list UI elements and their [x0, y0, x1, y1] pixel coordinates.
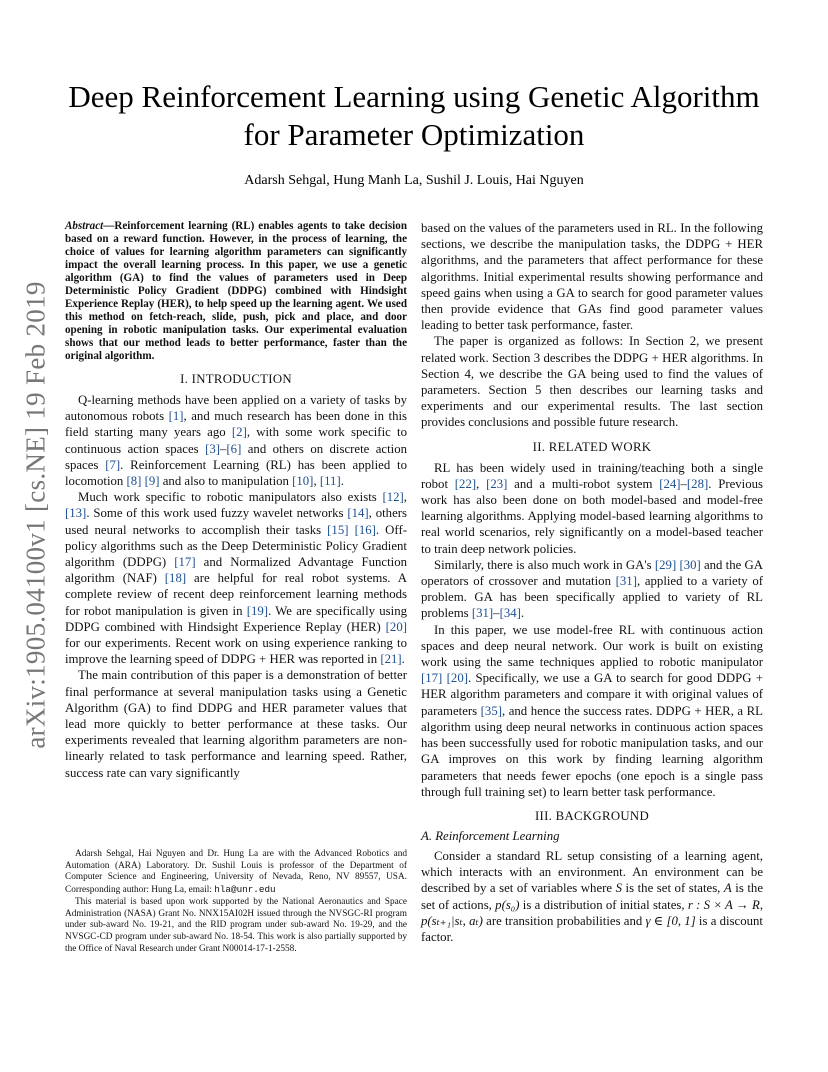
text-run: .	[401, 652, 405, 667]
text-run: and Normalized Advantage Function algorithm (NAF)	[65, 555, 407, 586]
text-run: is a discount factor.	[421, 913, 763, 944]
intro-paragraph-2	[65, 489, 407, 667]
text-run: and the GA operators of crossover and mutation	[421, 557, 763, 589]
text-run: , applied to a variety of problem. GA has been specifically applied to variety of RL problems	[421, 574, 764, 621]
author-list: Adarsh Sehgal, Hung Manh La, Sushil J. Louis, Hai Nguyen	[244, 173, 584, 188]
related-paragraph-1	[421, 460, 763, 557]
text-run: .	[520, 606, 525, 621]
text-run: Q-learning methods have been applied on a variety of tasks by autonomous robots	[65, 393, 407, 424]
citation-link[interactable]: [14]	[347, 506, 369, 521]
citation-link[interactable]: [11]	[319, 474, 341, 489]
citation-link[interactable]: [18]	[164, 571, 187, 586]
text-run: .	[340, 474, 344, 489]
citation-link[interactable]: [20]	[446, 671, 468, 686]
citation-link[interactable]: [16]	[354, 522, 376, 537]
math-expression: γ ∈ [0, 1]	[645, 913, 696, 928]
intro-paragraph-4	[421, 333, 763, 430]
paper-title: Deep Reinforcement Learning using Genetic Algorithm for Parameter Optimization	[68, 79, 760, 152]
citation-link[interactable]: [1]	[168, 409, 184, 424]
citation-link[interactable]: [2]	[231, 425, 247, 440]
text-run: , and hence the success rates. DDPG + HER, a RL algorithm using deep neural networks in continuous action spaces has been successfully used for robotic manipulation tasks, and our GA improves on this work by finding learning algorithm parameters that needs fewer epochs (one epoch is a single pass through full training set) to learn better task performance.	[421, 703, 763, 799]
text-run: . Specifically, we use a GA to search for good DDPG + HER algorithm parameters and compare it with original values of parameters	[421, 671, 763, 718]
text-run: . Some of this work used fuzzy wavelet networks	[86, 506, 348, 521]
intro-paragraph-1	[65, 392, 407, 489]
text-run: and a multi-robot system	[507, 476, 660, 491]
text-run: . Previous work has also been done on both model-based and model-free learning algorithms. Applying model-based learning algorithms to real world scenarios, rely significantly on a model-based teacher to train deep network policies.	[421, 476, 763, 556]
citation-link[interactable]: [21]	[380, 652, 402, 667]
footnote-affiliations: Adarsh Sehgal, Hai Nguyen and Dr. Hung La are with the Advanced Robotics and Automation (ARA) Laboratory. Dr. Sushil Louis is professor of the Department of Computer Science and Engineering, University of Nevada, Reno, NV 89557, USA. Corresponding author: Hung La, email: hla@unr.edu	[65, 849, 407, 896]
math-expression: p(s₀)	[495, 897, 520, 912]
text-run: are helpful for real robot systems. A complete review of recent deep reinforcement learning methods for robot manipulation is given in	[65, 571, 407, 618]
math-expression: p(sₜ₊₁|sₜ, aₜ)	[421, 913, 483, 928]
citation-link[interactable]: [3]	[205, 441, 220, 456]
text-run: Much work specific to robotic manipulators also exists	[78, 490, 383, 505]
citation-link[interactable]: [34]	[499, 606, 521, 621]
citation-link[interactable]: [19]	[246, 603, 269, 618]
text-run: –	[220, 441, 227, 456]
text-run: , others used neural networks to accomplish their tasks	[65, 506, 407, 537]
text-run: ,	[476, 476, 487, 491]
text-run: ,	[313, 474, 320, 489]
citation-link[interactable]: [9]	[144, 474, 160, 489]
section-heading-background: III. BACKGROUND	[535, 808, 649, 823]
section-heading-related-work: II. RELATED WORK	[532, 439, 652, 454]
footnote-funding: This material is based upon work supported by the National Aeronautics and Space Administration (NASA) Grant No. NNX15AI02H issued through the NVSGC-RI program under sub-award No. 19-21, and the RID program under sub-award No. 19-29, and the NVSGC-CD program under sub-award No. 18-54. This work is also partially supported by the Office of Naval Research under Grant N00014-17-1-2558.	[65, 896, 407, 954]
text-run: and others on discrete action spaces	[65, 441, 407, 472]
text-run: RL has been widely used in training/teaching both a single robot	[421, 460, 763, 491]
math-expression: A	[723, 881, 732, 896]
text-run: is the set of actions,	[421, 881, 763, 912]
citation-link[interactable]: [22]	[454, 476, 477, 491]
background-paragraph-1	[421, 848, 763, 945]
citation-link[interactable]: [20]	[385, 619, 407, 634]
intro-paragraph-3-continued	[421, 220, 763, 333]
subsection-heading-rl: A. Reinforcement Learning	[421, 828, 560, 843]
citation-link[interactable]: [28]	[686, 476, 709, 491]
citation-link[interactable]: [8]	[126, 474, 142, 489]
abstract-lead: Abstract	[65, 220, 104, 232]
citation-link[interactable]: [29]	[654, 557, 677, 572]
text-run: , with some work specific to continuous action spaces	[65, 425, 407, 456]
text-run: are transition probabilities and	[482, 913, 646, 928]
abstract	[65, 220, 407, 363]
text-run: The paper is organized as follows: In Section 2, we present related work. Section 3 describes the DDPG + HER algorithms. In Section 4, we describe the GA being used to find the values of parameters. Section 5 then describes our learning tasks and experiments and our experimental results. The last section provides conclusions and possible future research.	[421, 334, 763, 430]
text-run: Similarly, there is also much work in GA's	[434, 557, 655, 572]
citation-link[interactable]: [17]	[421, 671, 443, 686]
citation-link[interactable]: [24]	[659, 476, 681, 491]
math-expression: r : S × A → R	[687, 897, 760, 912]
related-paragraph-3	[421, 622, 763, 800]
citation-link[interactable]: [13]	[65, 506, 87, 521]
intro-paragraph-3	[65, 667, 407, 780]
citation-link[interactable]: [30]	[679, 557, 701, 572]
citation-link[interactable]: [23]	[486, 476, 508, 491]
text-run: . Off-policy algorithms such as the Deep Deterministic Policy Gradient algorithm (DDPG)	[65, 522, 407, 570]
citation-link[interactable]: [7]	[105, 457, 121, 472]
text-run: ,	[759, 897, 764, 912]
text-run: The main contribution of this paper is a demonstration of better final performance at several manipulation tasks using a Genetic Algorithm (GA) to find DDPG and HER parameter values that lead more quickly to better performance at these tasks. Our experiments revealed that learning algorithm parameters are non-linearly related to task performance and learning speed. Rather, success rate can vary significantly	[65, 668, 407, 780]
email-link[interactable]: hla@unr.edu	[214, 884, 276, 896]
related-paragraph-2	[421, 557, 763, 622]
abstract-text: —Reinforcement learning (RL) enables agents to take decision based on a reward function. However, in the process of learning, the choice of values for learning algorithm parameters can significantly impact the overall learning process. In this paper, we use a genetic algorithm (GA) to find the values of parameters used in Deep Deterministic Policy Gradient (DDPG) combined with Hindsight Experience Replay (HER), to help speed up the learning agent. We used this method on fetch-reach, slide, push, pick and place, and door opening in robotic manipulation tasks. Our experimental evaluation shows that our method leads to better performance, faster than the original algorithm.	[65, 220, 407, 362]
footnotes	[65, 849, 407, 955]
arxiv-identifier-stamp	[16, 281, 56, 749]
text-run: , and much research has been done in this field starting many years ago	[65, 409, 407, 440]
text-run: . Reinforcement Learning (RL) has been applied to locomotion	[65, 457, 407, 489]
citation-link[interactable]: [17]	[174, 555, 196, 570]
text-run: –	[493, 606, 500, 621]
text-run: is the set of states,	[622, 881, 724, 896]
right-column	[421, 220, 763, 945]
text-run: Consider a standard RL setup consisting of a learning agent, which interacts with an environment. An environment can be described by a set of variables where	[421, 848, 763, 896]
citation-link[interactable]: [6]	[226, 441, 242, 456]
text-run: ,	[403, 490, 407, 505]
math-expression: S	[615, 881, 623, 896]
text-run: –	[680, 476, 687, 491]
text-run: and also to manipulation	[159, 474, 293, 489]
text-run: based on the values of the parameters used in RL. In the following sections, we describe the manipulation tasks, the DDPG + HER algorithms, and the parameters that affect performance for these algorithms. Initial experimental results showing performance and speed gains when using a GA to search for good parameter values then provide evidence that GAs find good parameter values leading to better task performance, faster.	[421, 221, 763, 333]
left-column	[65, 220, 407, 781]
arxiv-identifier-text: arXiv:1905.04100v1 [cs.NE] 19 Feb 2019	[20, 281, 51, 749]
text-run: In this paper, we use model-free RL with continuous action spaces and deep neural network. Our work is built on existing work using the same techniques applied to robotic manipulator	[421, 622, 763, 670]
text-run: is a distribution of initial states,	[519, 897, 688, 912]
citation-link[interactable]: [12]	[382, 490, 404, 505]
citation-link[interactable]: [31]	[615, 574, 637, 589]
citation-link[interactable]: [31]	[471, 606, 494, 621]
text-run: . We are specifically using DDPG combined with Hindsight Experience Replay (HER)	[65, 603, 407, 634]
citation-link[interactable]: [35]	[480, 703, 502, 718]
citation-link[interactable]: [15]	[327, 522, 349, 537]
citation-link[interactable]: [10]	[292, 474, 314, 489]
section-heading-introduction: I. INTRODUCTION	[180, 372, 292, 386]
text-run: for our experiments. Recent work on using experience ranking to improve the learning speed of DDPG + HER was reported in	[65, 636, 407, 667]
